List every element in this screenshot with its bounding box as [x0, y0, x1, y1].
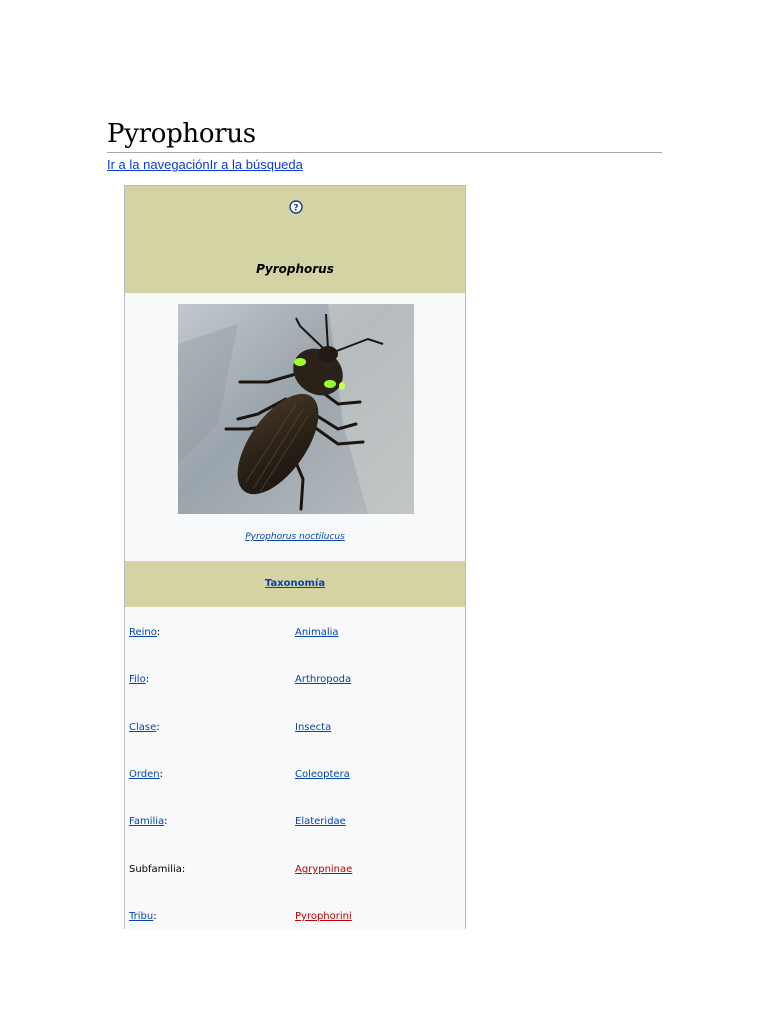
taxon-value	[295, 816, 346, 827]
page-title: Pyrophorus	[107, 119, 256, 149]
taxon-row-subfamilia	[125, 864, 465, 878]
taxon-value	[295, 769, 350, 780]
value-link-arthropoda[interactable]: Arthropoda	[295, 674, 352, 685]
taxobox-title: Pyrophorus	[256, 262, 334, 276]
title-divider	[107, 152, 662, 153]
taxon-row-tribu	[125, 911, 465, 925]
value-link-elateridae[interactable]: Elateridae	[295, 816, 346, 827]
rank-link-reino[interactable]: Reino	[129, 627, 157, 638]
image-caption-link[interactable]: Pyrophorus noctilucus	[245, 532, 345, 542]
taxon-row-reino	[125, 627, 465, 641]
taxon-rank: Tribu:	[129, 911, 157, 922]
taxon-row-orden	[125, 769, 465, 783]
jump-to-navigation-link[interactable]: Ir a la navegación	[107, 157, 210, 172]
taxon-rank: Familia:	[129, 816, 168, 827]
image-caption	[125, 532, 465, 542]
value-link-coleoptera[interactable]: Coleoptera	[295, 769, 350, 780]
jump-to-search-link[interactable]: Ir a la búsqueda	[209, 157, 303, 172]
rank-link-orden[interactable]: Orden	[129, 769, 160, 780]
taxon-rank: Filo:	[129, 674, 150, 685]
taxon-row-filo	[125, 674, 465, 688]
taxon-rank: Subfamilia:	[129, 864, 186, 875]
taxobox	[124, 185, 466, 929]
value-link-insecta[interactable]: Insecta	[295, 722, 332, 733]
taxon-value	[295, 722, 331, 733]
value-link-agrypninae[interactable]: Agrypninae	[295, 864, 353, 875]
taxon-rank: Reino:	[129, 627, 161, 638]
beetle-photo[interactable]	[178, 304, 414, 514]
rank-link-clase[interactable]: Clase	[129, 722, 157, 733]
value-link-pyrophorini[interactable]: Pyrophorini	[295, 911, 352, 922]
rank-link-tribu[interactable]: Tribu	[129, 911, 154, 922]
help-icon[interactable]	[289, 200, 303, 214]
taxon-rank: Orden:	[129, 769, 164, 780]
rank-link-filo[interactable]: Filo	[129, 674, 146, 685]
taxobox-header	[125, 186, 465, 293]
taxon-value	[295, 911, 352, 922]
taxonomy-link[interactable]: Taxonomía	[264, 578, 326, 589]
taxonomy-header	[125, 561, 465, 607]
taxon-value	[295, 627, 339, 638]
jump-links	[107, 156, 303, 173]
rank-label-subfamilia: Subfamilia	[129, 864, 182, 875]
taxon-row-clase	[125, 722, 465, 736]
taxon-row-familia	[125, 816, 465, 830]
taxon-value	[295, 864, 352, 875]
taxon-rank: Clase:	[129, 722, 160, 733]
svg-text:?: ?	[293, 203, 299, 214]
taxon-value	[295, 674, 351, 685]
rank-link-familia[interactable]: Familia	[129, 816, 165, 827]
value-link-animalia[interactable]: Animalia	[295, 627, 339, 638]
